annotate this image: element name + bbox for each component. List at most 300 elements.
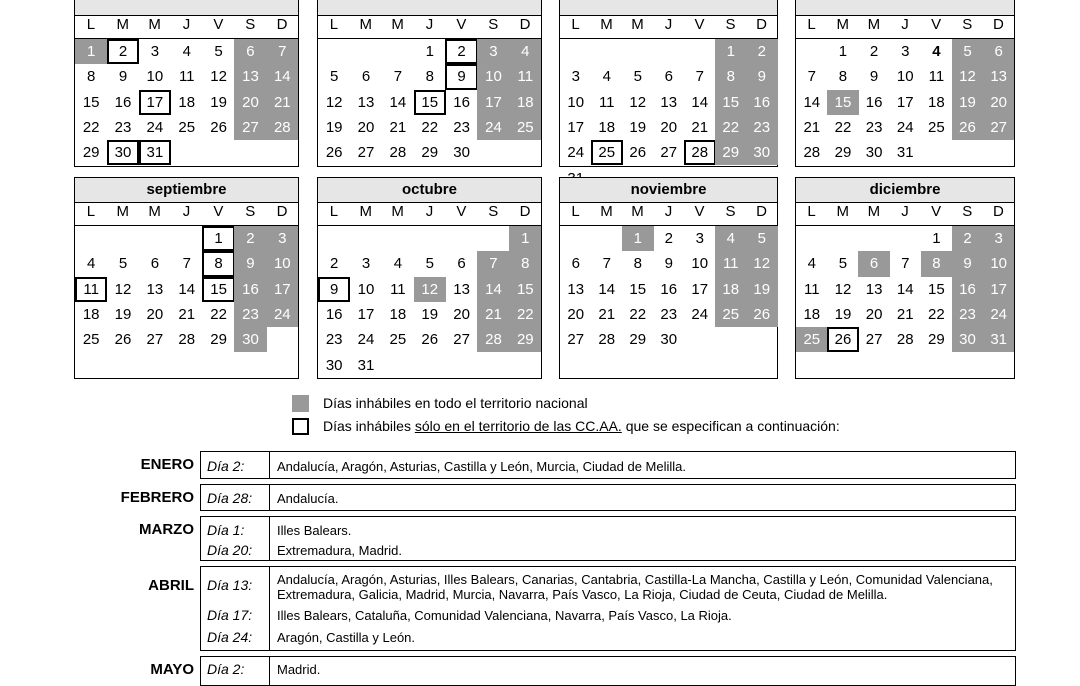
calendar-day: 18 bbox=[389, 305, 407, 323]
national-holiday-day: 12 bbox=[414, 277, 446, 302]
calendar-day: 21 bbox=[178, 305, 196, 323]
month-calendar bbox=[317, 0, 542, 167]
month-holidays-box bbox=[200, 516, 1016, 561]
weekday-header: D bbox=[992, 203, 1004, 220]
calendar-day: 13 bbox=[567, 280, 585, 298]
calendar-day: 25 bbox=[178, 118, 196, 136]
holiday-day-label: Día 20: bbox=[207, 542, 253, 558]
national-holiday-day: 9 bbox=[234, 251, 266, 276]
calendar-day: 5 bbox=[330, 68, 339, 86]
month-label: ENERO bbox=[140, 456, 194, 473]
national-holiday-day: 9 bbox=[746, 64, 778, 89]
national-holiday-day: 31 bbox=[983, 327, 1015, 352]
calendar-day: 14 bbox=[178, 280, 196, 298]
weekday-header: J bbox=[664, 16, 673, 33]
calendar-day: 8 bbox=[633, 255, 642, 273]
calendar-day: 29 bbox=[834, 144, 852, 162]
calendar-day: 24 bbox=[567, 144, 585, 162]
calendar-day: 25 bbox=[928, 118, 945, 136]
calendar-day: 4 bbox=[393, 255, 403, 273]
weekday-header: L bbox=[571, 203, 580, 220]
calendar-day: 10 bbox=[357, 280, 375, 298]
calendar-day: 4 bbox=[182, 43, 191, 60]
month-holidays-box bbox=[200, 656, 1016, 686]
national-holiday-day: 16 bbox=[234, 277, 266, 302]
calendar-day: 19 bbox=[834, 305, 852, 323]
weekday-header: L bbox=[329, 16, 339, 33]
national-holiday-day: 23 bbox=[746, 115, 778, 140]
calendar-day: 22 bbox=[82, 118, 100, 136]
calendar-day: 16 bbox=[865, 93, 883, 111]
regional-holiday-day: 8 bbox=[202, 251, 234, 276]
weekday-header: D bbox=[756, 203, 767, 220]
month-calendar bbox=[795, 177, 1015, 379]
weekday-header: V bbox=[694, 16, 705, 33]
holiday-day-label: Día 17: bbox=[207, 607, 253, 623]
calendar-day: 4 bbox=[87, 255, 96, 273]
national-holiday-day: 8 bbox=[509, 251, 541, 276]
national-holiday-day: 8 bbox=[921, 251, 953, 276]
national-holiday-day: 4 bbox=[715, 226, 747, 251]
calendar-day: 25 bbox=[389, 331, 407, 349]
national-holiday-day: 24 bbox=[266, 302, 298, 327]
calendar-day: 22 bbox=[834, 118, 852, 136]
calendar-day: 27 bbox=[146, 331, 164, 349]
calendar-day: 5 bbox=[118, 255, 128, 273]
calendar-day: 2 bbox=[664, 230, 673, 247]
calendar-day: 4 bbox=[807, 255, 816, 273]
calendar-day: 26 bbox=[210, 118, 227, 136]
weekday-header: M bbox=[359, 203, 373, 220]
weekday-header: J bbox=[664, 203, 673, 220]
weekday-header: M bbox=[836, 16, 849, 33]
calendar-day: 11 bbox=[928, 68, 945, 86]
calendar-day: 6 bbox=[361, 68, 371, 86]
calendar-day: 6 bbox=[571, 255, 580, 273]
calendar-day: 21 bbox=[598, 305, 616, 323]
national-holiday-day: 2 bbox=[952, 226, 984, 251]
holiday-regions-text: Andalucía, Aragón, Asturias, Castilla y León, Murcia, Ciudad de Melilla. bbox=[277, 459, 686, 474]
national-holiday-day: 15 bbox=[827, 90, 859, 115]
calendar-day: 18 bbox=[598, 118, 616, 136]
national-holiday-day: 6 bbox=[983, 39, 1015, 64]
national-holiday-day: 22 bbox=[715, 115, 747, 140]
national-holiday-day: 30 bbox=[952, 327, 984, 352]
month-label: MARZO bbox=[139, 521, 194, 538]
national-holiday-day: 14 bbox=[266, 64, 298, 89]
weekday-header: V bbox=[213, 203, 224, 220]
calendar-day: 11 bbox=[178, 68, 195, 86]
calendar-day: 14 bbox=[598, 280, 616, 298]
national-holiday-day: 1 bbox=[75, 39, 107, 64]
national-holiday-day: 30 bbox=[234, 327, 266, 352]
weekday-header: D bbox=[756, 16, 767, 33]
day-column-divider bbox=[269, 452, 270, 478]
weekday-header: M bbox=[600, 16, 613, 33]
holiday-day-label: Día 2: bbox=[207, 661, 245, 677]
day-column-divider bbox=[269, 485, 270, 510]
calendar-day: 24 bbox=[357, 331, 375, 349]
calendar-day: 28 bbox=[896, 331, 914, 349]
calendar-day: 20 bbox=[453, 305, 470, 323]
weekday-header: L bbox=[571, 16, 580, 33]
boxed-swatch-icon bbox=[292, 418, 309, 435]
weekday-header: J bbox=[901, 203, 909, 220]
regional-holiday-day: 2 bbox=[445, 39, 477, 64]
regional-holiday-day: 15 bbox=[414, 90, 446, 115]
national-holiday-day: 26 bbox=[746, 302, 778, 327]
calendar-day: 9 bbox=[664, 255, 673, 273]
calendar-day: 10 bbox=[896, 68, 914, 86]
calendar-day: 13 bbox=[660, 93, 678, 111]
gray-swatch-icon bbox=[292, 395, 309, 412]
calendar-day: 23 bbox=[325, 331, 343, 349]
weekday-header: S bbox=[962, 16, 973, 33]
calendar-day: 28 bbox=[178, 331, 196, 349]
calendar-day: 23 bbox=[114, 118, 132, 136]
calendar-day: 14 bbox=[803, 93, 821, 111]
weekday-header: M bbox=[391, 16, 404, 33]
calendar-day: 16 bbox=[660, 280, 678, 298]
calendar-day: 22 bbox=[629, 305, 647, 323]
national-holiday-day: 3 bbox=[477, 39, 509, 64]
day-column-divider bbox=[269, 517, 270, 560]
weekday-header: V bbox=[694, 203, 705, 220]
national-holiday-day: 13 bbox=[234, 64, 266, 89]
national-holiday-day: 20 bbox=[983, 90, 1015, 115]
calendar-day: 3 bbox=[901, 43, 910, 60]
calendar-day: 22 bbox=[928, 305, 945, 323]
header-divider bbox=[318, 225, 541, 226]
calendar-day: 20 bbox=[357, 118, 375, 136]
calendar-day: 4 bbox=[602, 68, 611, 86]
national-holiday-day: 11 bbox=[509, 64, 541, 89]
calendar-day: 9 bbox=[869, 68, 879, 86]
calendar-day: 22 bbox=[421, 118, 439, 136]
weekday-header: S bbox=[488, 203, 499, 220]
calendar-day: 2 bbox=[869, 43, 879, 60]
weekday-header: S bbox=[725, 16, 736, 33]
calendar-day: 11 bbox=[598, 93, 615, 111]
national-holiday-day: 5 bbox=[746, 226, 778, 251]
weekday-header: J bbox=[901, 16, 909, 33]
calendar-day: 26 bbox=[325, 144, 343, 162]
calendar-day: 13 bbox=[357, 93, 375, 111]
holiday-day-label: Día 13: bbox=[207, 577, 253, 593]
regional-holiday-day: 2 bbox=[107, 39, 139, 64]
holiday-regions-text: Illes Balears, Cataluña, Comunidad Valenciana, Navarra, País Vasco, La Rioja. bbox=[277, 608, 732, 623]
national-holiday-day: 29 bbox=[509, 327, 541, 352]
legend-regional-underlined: sólo en el territorio de las CC.AA. bbox=[414, 418, 622, 434]
calendar-day: 13 bbox=[865, 280, 883, 298]
national-holiday-day: 1 bbox=[715, 39, 747, 64]
national-holiday-day: 12 bbox=[746, 251, 778, 276]
weekday-header: D bbox=[276, 203, 288, 220]
month-calendar bbox=[74, 0, 299, 167]
weekday-header: S bbox=[245, 16, 256, 33]
calendar-day: 28 bbox=[803, 144, 821, 162]
weekday-header: V bbox=[931, 16, 942, 33]
month-calendar bbox=[317, 177, 542, 379]
calendar-day: 6 bbox=[664, 68, 673, 86]
calendar-day: 18 bbox=[178, 93, 196, 111]
weekday-header: J bbox=[182, 16, 191, 33]
day-column-divider bbox=[269, 567, 270, 650]
calendar-day: 17 bbox=[896, 93, 914, 111]
national-holiday-day: 16 bbox=[952, 277, 984, 302]
holiday-regions-text: Aragón, Castilla y León. bbox=[277, 630, 416, 645]
calendar-day: 2 bbox=[330, 255, 339, 273]
calendar-day: 22 bbox=[210, 305, 227, 323]
calendar-day: 21 bbox=[691, 118, 709, 136]
national-holiday-day: 6 bbox=[234, 39, 266, 64]
calendar-day: 15 bbox=[82, 93, 100, 111]
weekday-header: M bbox=[359, 16, 373, 33]
month-label: FEBRERO bbox=[120, 489, 194, 506]
national-holiday-day: 7 bbox=[477, 251, 509, 276]
month-calendar bbox=[559, 177, 778, 379]
weekday-header: V bbox=[456, 203, 467, 220]
national-holiday-day: 3 bbox=[266, 226, 298, 251]
month-label: ABRIL bbox=[148, 577, 194, 594]
national-holiday-day: 24 bbox=[477, 115, 509, 140]
month-calendar bbox=[795, 0, 1015, 167]
national-holiday-day: 13 bbox=[983, 64, 1015, 89]
calendar-day: 4 bbox=[932, 43, 941, 60]
calendar-day: 7 bbox=[695, 68, 704, 86]
calendar-day: 13 bbox=[453, 280, 470, 298]
holiday-regions-text: Andalucía, Aragón, Asturias, Illes Balears, Canarias, Cantabria, Castilla-La Mancha, Castilla y León, Comunidad Valenciana, Extremadura, Galicia, Madrid, Murcia, Navarra, País Vasco, La Rioja, Ciudad de Ceuta, Ciudad de Melilla. bbox=[277, 572, 993, 602]
calendar-day: 1 bbox=[838, 43, 848, 60]
calendar-day: 10 bbox=[567, 93, 585, 111]
calendar-day: 14 bbox=[389, 93, 407, 111]
calendar-day: 17 bbox=[357, 305, 375, 323]
national-holiday-day: 1 bbox=[622, 226, 654, 251]
calendar-day: 17 bbox=[567, 118, 585, 136]
regional-holiday-day: 9 bbox=[318, 277, 350, 302]
month-label: MAYO bbox=[150, 661, 194, 678]
calendar-day: 12 bbox=[114, 280, 132, 298]
national-holiday-day: 27 bbox=[234, 115, 266, 140]
national-holiday-day: 10 bbox=[266, 251, 298, 276]
calendar-day: 29 bbox=[928, 331, 945, 349]
calendar-day: 29 bbox=[421, 144, 439, 162]
national-holiday-day: 25 bbox=[715, 302, 747, 327]
month-holidays-box bbox=[200, 566, 1016, 651]
national-holiday-day: 10 bbox=[477, 64, 509, 89]
calendar-day: 12 bbox=[210, 68, 227, 86]
national-holiday-day: 23 bbox=[952, 302, 984, 327]
calendar-day: 17 bbox=[691, 280, 709, 298]
calendar-day: 28 bbox=[389, 144, 407, 162]
calendar-day: 8 bbox=[838, 68, 848, 86]
weekday-header: M bbox=[116, 203, 130, 220]
calendar-day: 19 bbox=[325, 118, 343, 136]
legend-regional-post: que se especifican a continuación: bbox=[621, 418, 840, 434]
calendar-day: 12 bbox=[834, 280, 852, 298]
calendar-day: 30 bbox=[865, 144, 883, 162]
calendar-day: 26 bbox=[629, 144, 647, 162]
calendar-day: 29 bbox=[629, 331, 647, 349]
legend-regional-text bbox=[323, 418, 840, 434]
weekday-header: S bbox=[488, 16, 499, 33]
weekday-header: M bbox=[600, 203, 613, 220]
national-holiday-day: 26 bbox=[952, 115, 984, 140]
calendar-day: 30 bbox=[660, 331, 678, 349]
calendar-day: 20 bbox=[660, 118, 678, 136]
national-holiday-day: 8 bbox=[715, 64, 747, 89]
holiday-regions-text: Illes Balears. bbox=[277, 523, 352, 538]
calendar-day: 5 bbox=[425, 255, 434, 273]
calendar-day: 12 bbox=[629, 93, 647, 111]
holiday-regions-text: Extremadura, Madrid. bbox=[277, 543, 402, 558]
calendar-day: 20 bbox=[146, 305, 164, 323]
national-holiday-day: 15 bbox=[509, 277, 541, 302]
legend-national-text: Días inhábiles en todo el territorio nacional bbox=[323, 395, 588, 411]
national-holiday-day: 20 bbox=[234, 90, 266, 115]
legend-regional-pre: Días inhábiles bbox=[323, 418, 415, 434]
weekday-header: J bbox=[182, 203, 191, 220]
calendar-day: 9 bbox=[118, 68, 128, 86]
calendar-day: 19 bbox=[114, 305, 132, 323]
calendar-day: 31 bbox=[896, 144, 914, 162]
weekday-header: M bbox=[148, 16, 161, 33]
calendar-day: 5 bbox=[633, 68, 642, 86]
national-holiday-day: 28 bbox=[477, 327, 509, 352]
weekday-header: L bbox=[329, 203, 339, 220]
weekday-header: S bbox=[962, 203, 973, 220]
calendar-day: 11 bbox=[390, 280, 406, 298]
calendar-day: 7 bbox=[602, 255, 611, 273]
calendar-day: 20 bbox=[865, 305, 883, 323]
calendar-day: 24 bbox=[146, 118, 164, 136]
holiday-day-label: Día 28: bbox=[207, 490, 253, 506]
weekday-header: J bbox=[425, 203, 434, 220]
month-calendar bbox=[74, 177, 299, 379]
weekday-header: M bbox=[867, 203, 881, 220]
regional-holiday-day: 15 bbox=[202, 277, 234, 302]
national-holiday-day: 11 bbox=[715, 251, 747, 276]
national-holiday-day: 2 bbox=[234, 226, 266, 251]
calendar-day: 16 bbox=[325, 305, 343, 323]
calendar-day: 18 bbox=[928, 93, 945, 111]
calendar-day: 14 bbox=[691, 93, 709, 111]
day-column-divider bbox=[269, 657, 270, 685]
calendar-day: 27 bbox=[865, 331, 883, 349]
calendar-day: 19 bbox=[629, 118, 647, 136]
national-holiday-day: 18 bbox=[509, 90, 541, 115]
calendar-day: 7 bbox=[182, 255, 191, 273]
calendar-day: 19 bbox=[421, 305, 439, 323]
calendar-day: 16 bbox=[114, 93, 132, 111]
calendar-day: 29 bbox=[210, 331, 227, 349]
regional-holiday-day: 31 bbox=[139, 140, 171, 165]
calendar-day: 5 bbox=[838, 255, 848, 273]
national-holiday-day: 30 bbox=[746, 140, 778, 165]
national-holiday-day: 21 bbox=[266, 90, 298, 115]
weekday-header: M bbox=[631, 16, 644, 33]
calendar-day: 7 bbox=[901, 255, 910, 273]
calendar-day: 19 bbox=[210, 93, 227, 111]
calendar-day: 18 bbox=[803, 305, 821, 323]
national-holiday-day: 1 bbox=[509, 226, 541, 251]
national-holiday-day: 19 bbox=[952, 90, 984, 115]
holiday-regions-text: Madrid. bbox=[277, 662, 321, 677]
calendar-day: 21 bbox=[896, 305, 914, 323]
calendar-day: 15 bbox=[629, 280, 647, 298]
weekday-header: M bbox=[836, 203, 849, 220]
calendar-day: 23 bbox=[453, 118, 470, 136]
weekday-header: V bbox=[213, 16, 224, 33]
national-holiday-day: 28 bbox=[266, 115, 298, 140]
national-holiday-day: 14 bbox=[477, 277, 509, 302]
weekday-header: L bbox=[86, 16, 96, 33]
calendar-day: 27 bbox=[567, 331, 585, 349]
calendar-day: 14 bbox=[896, 280, 914, 298]
calendar-day: 27 bbox=[660, 144, 678, 162]
calendar-day: 13 bbox=[146, 280, 164, 298]
national-holiday-day: 17 bbox=[266, 277, 298, 302]
calendar-day: 28 bbox=[598, 331, 616, 349]
national-holiday-day: 2 bbox=[746, 39, 778, 64]
calendar-day: 21 bbox=[389, 118, 407, 136]
calendar-day: 12 bbox=[325, 93, 343, 111]
national-holiday-day: 15 bbox=[715, 90, 747, 115]
national-holiday-day: 24 bbox=[983, 302, 1015, 327]
calendar-day: 7 bbox=[807, 68, 816, 86]
calendar-day: 5 bbox=[214, 43, 223, 60]
holiday-day-label: Día 24: bbox=[207, 629, 253, 645]
calendar-day: 27 bbox=[453, 331, 470, 349]
calendar-day: 30 bbox=[453, 144, 470, 162]
weekday-header: M bbox=[867, 16, 881, 33]
national-holiday-day: 25 bbox=[509, 115, 541, 140]
national-holiday-day: 19 bbox=[746, 277, 778, 302]
calendar-day: 23 bbox=[660, 305, 678, 323]
weekday-header: V bbox=[456, 16, 467, 33]
regional-holiday-day: 1 bbox=[202, 226, 234, 251]
calendar-day: 1 bbox=[932, 230, 941, 247]
weekday-header: D bbox=[519, 16, 531, 33]
month-title: septiembre bbox=[75, 178, 298, 203]
calendar-day: 25 bbox=[82, 331, 100, 349]
regional-holiday-day: 26 bbox=[827, 327, 859, 352]
national-holiday-day: 16 bbox=[746, 90, 778, 115]
calendar-day: 31 bbox=[357, 356, 375, 374]
holiday-regions-text: Andalucía. bbox=[277, 491, 339, 506]
calendar-day: 26 bbox=[114, 331, 132, 349]
calendar-day: 3 bbox=[361, 255, 371, 273]
calendar-day: 18 bbox=[82, 305, 100, 323]
holiday-day-label: Día 2: bbox=[207, 458, 245, 474]
national-holiday-day: 22 bbox=[509, 302, 541, 327]
month-holidays-box bbox=[200, 451, 1016, 479]
weekday-header: D bbox=[519, 203, 531, 220]
national-holiday-day: 10 bbox=[983, 251, 1015, 276]
national-holiday-day: 4 bbox=[509, 39, 541, 64]
weekday-header: L bbox=[807, 16, 816, 33]
calendar-day: 3 bbox=[150, 43, 160, 60]
national-holiday-day: 3 bbox=[983, 226, 1015, 251]
national-holiday-day: 17 bbox=[983, 277, 1015, 302]
national-holiday-day: 12 bbox=[952, 64, 984, 89]
month-calendar bbox=[559, 0, 778, 167]
calendar-day: 8 bbox=[87, 68, 96, 86]
weekday-header: S bbox=[725, 203, 736, 220]
calendar-day: 1 bbox=[425, 43, 434, 60]
weekday-header: M bbox=[391, 203, 404, 220]
national-holiday-day: 29 bbox=[715, 140, 747, 165]
